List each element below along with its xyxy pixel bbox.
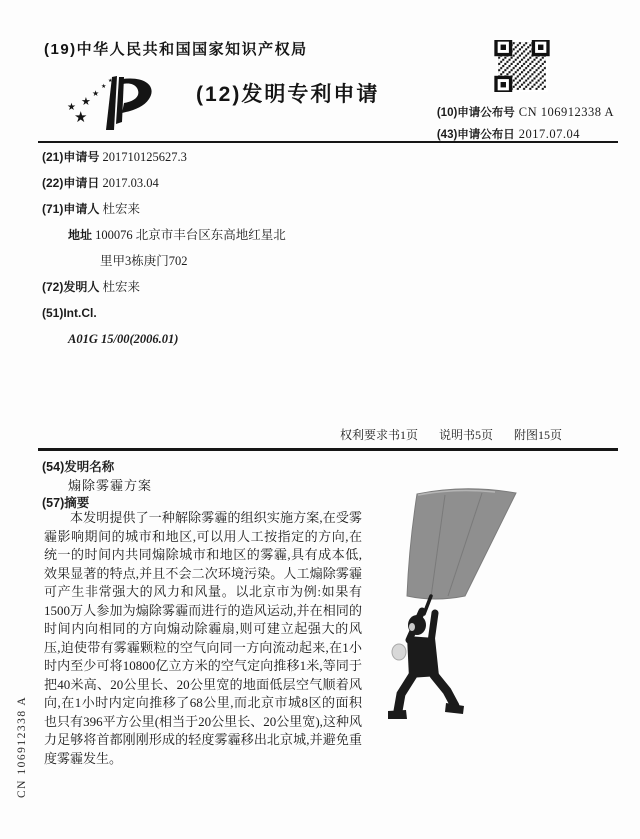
document-pages-info <box>340 426 562 443</box>
intcl-value-row <box>42 331 382 348</box>
inventor-row <box>42 279 382 296</box>
invention-title: 煽除雾霾方案 <box>68 478 153 493</box>
inventor-value: 杜宏来 <box>102 280 140 294</box>
publication-number-value: CN 106912338 A <box>518 105 614 119</box>
application-number-value: 201710125627.3 <box>102 150 187 164</box>
drawings-pages: 附图15页 <box>513 428 562 442</box>
application-number-label: (21)申请号 <box>42 150 100 164</box>
applicant-label: (71)申请人 <box>42 202 100 216</box>
address-row <box>42 227 382 244</box>
address-label: 地址 <box>68 228 93 242</box>
svg-text:★: ★ <box>67 102 76 113</box>
address-row-2 <box>42 253 382 270</box>
publication-number-label: (10)申请公布号 <box>436 107 515 119</box>
inventor-label: (72)发明人 <box>42 280 100 294</box>
address-line2: 里甲3栋庚门702 <box>100 254 188 268</box>
svg-text:★: ★ <box>101 84 107 90</box>
intcl-value: A01G 15/00(2006.01) <box>68 332 179 346</box>
invention-title-label: (54)发明名称 <box>42 460 115 474</box>
intcl-label: (51)Int.Cl. <box>42 306 97 320</box>
address-line1: 100076 北京市丰台区东高地红星北 <box>95 228 286 242</box>
issuing-office: (19)中华人民共和国国家知识产权局 <box>44 41 308 58</box>
applicant-row <box>42 201 382 218</box>
application-date-value: 2017.03.04 <box>102 176 159 190</box>
cnipa-logo-icon <box>56 70 168 142</box>
svg-text:★: ★ <box>92 89 100 98</box>
publication-number-row <box>437 103 614 121</box>
abstract-label: (57)摘要 <box>42 496 90 510</box>
application-date-row <box>42 175 382 192</box>
application-number-row <box>42 149 382 166</box>
qr-code-icon <box>494 40 550 92</box>
intcl-row <box>42 305 382 322</box>
claims-pages: 权利要求书1页 <box>339 428 418 442</box>
document-type-title: (12)发明专利申请 <box>196 83 380 106</box>
figure-person-with-giant-fan <box>385 488 605 748</box>
header-divider <box>38 141 618 143</box>
publication-date-label: (43)申请公布日 <box>436 129 515 141</box>
bibliographic-data <box>42 149 382 357</box>
publication-date-value: 2017.07.04 <box>518 127 581 141</box>
application-date-label: (22)申请日 <box>42 176 100 190</box>
applicant-value: 杜宏来 <box>102 202 140 216</box>
side-publication-code: CN 106912338 A <box>16 695 28 798</box>
section-divider <box>38 448 618 451</box>
svg-text:★: ★ <box>81 96 91 108</box>
description-pages: 说明书5页 <box>438 428 493 442</box>
svg-text:★: ★ <box>108 79 113 84</box>
abstract-text: 本发明提供了一种解除雾霾的组织实施方案,在受雾霾影响期间的城市和地区,可以用人工按指定的方向,在统一的时间内共同煽除城市和地区的雾霾,具有成本低,效果显著的特点,并且不会二次环境污染。人工煽除雾霾可产生非常强大的风力和风量。以北京市为例:如果有1500万人参加为煽除雾霾而进行的造风运动,并在相同的时间内向相同的方向煽动除霾扇,则可建立起强大的风压,迫使带有雾霾颗粒的空气向同一方向流动起来,在1小时内至少可将10800亿立方米的空气定向推移1米,等同于把40米高、20公里长、20公里宽的地面低层空气顺着风向,在1小时内定向推移了68公里,而北京市城8区的面积也只有396平方公里(相当于20公里长、20公里宽),这种风力足够将首都刚刚形成的轻度雾霾移出北京城,并避免重度雾霾发生。 <box>44 510 362 766</box>
svg-text:★: ★ <box>74 110 88 126</box>
